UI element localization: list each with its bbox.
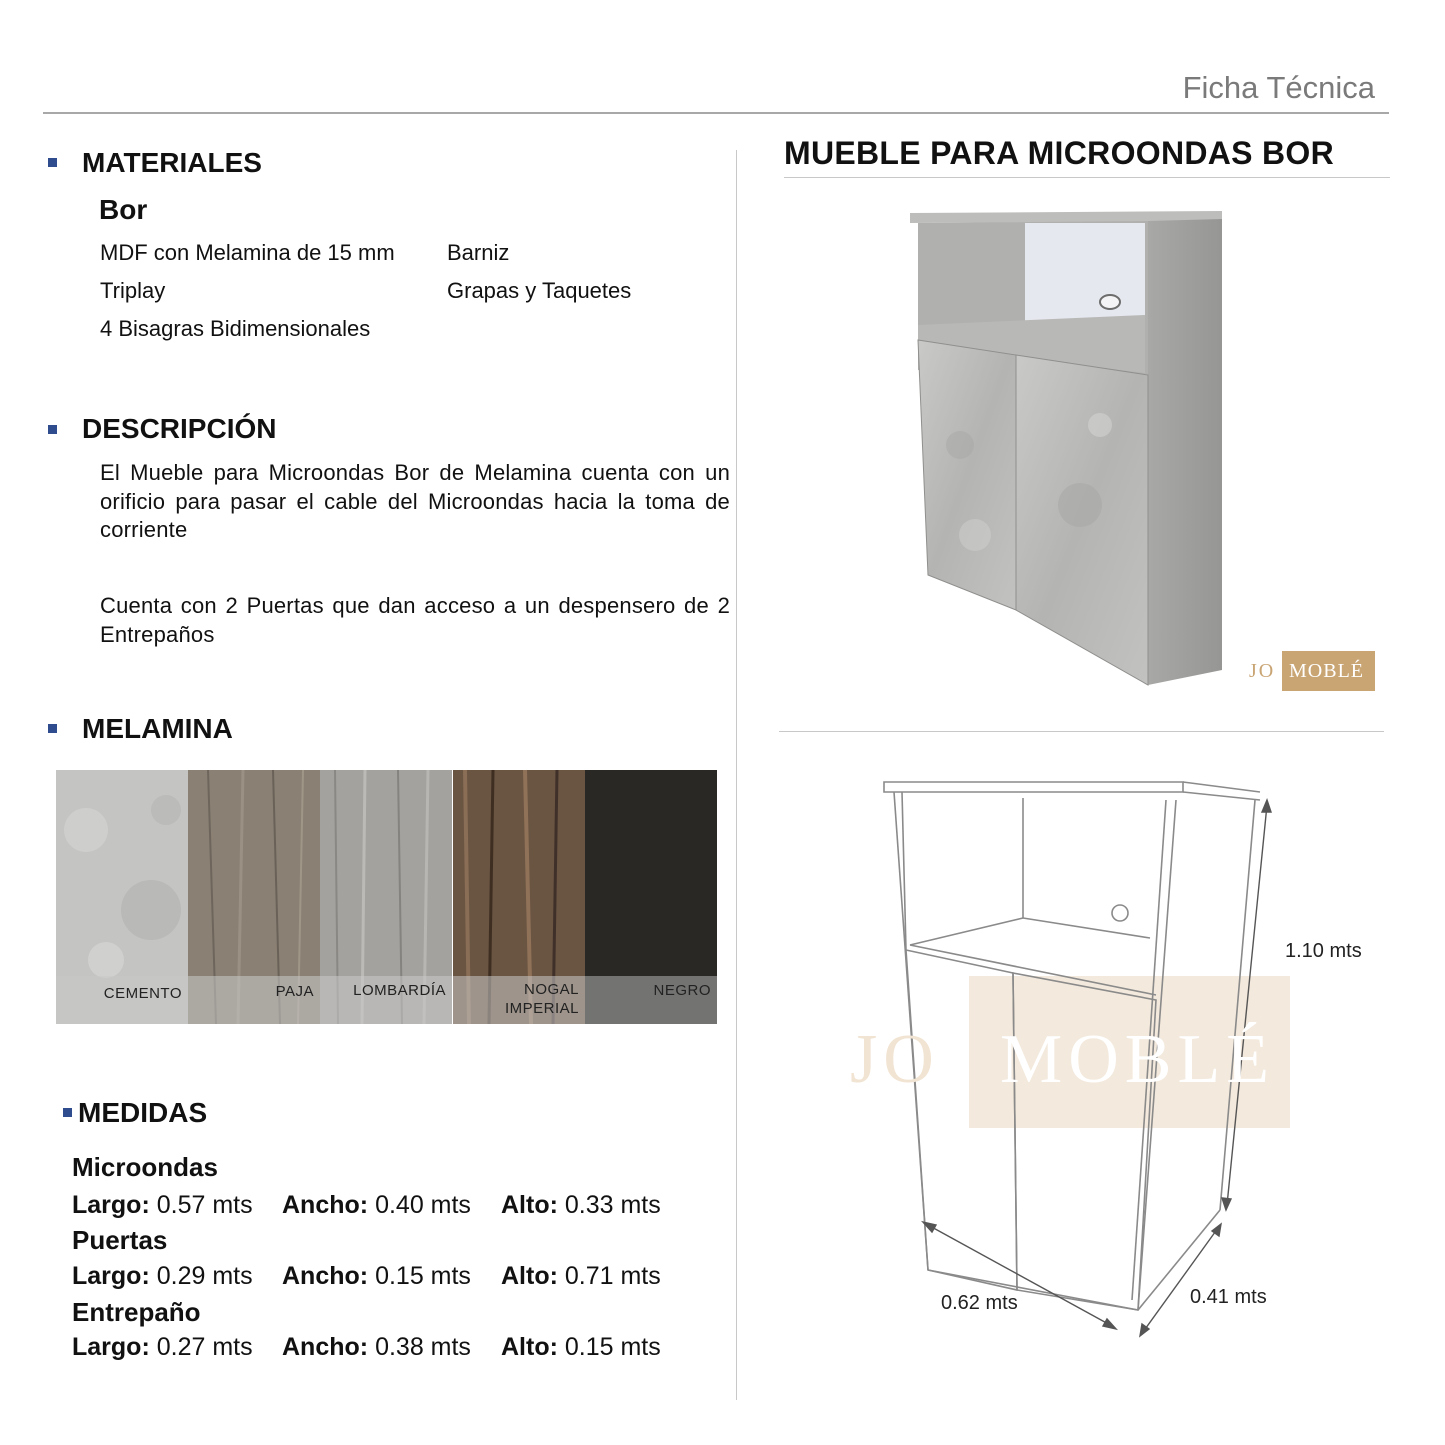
product-photo [900, 205, 1230, 690]
bullet-icon [48, 724, 57, 733]
measure-alto: Alto: 0.15 mts [501, 1333, 661, 1361]
measure-group-title: Entrepaño [72, 1297, 201, 1327]
bullet-icon [48, 425, 57, 434]
dimension-depth: 0.41 mts [1190, 1286, 1267, 1308]
section-title-melamina: MELAMINA [82, 713, 233, 744]
measure-alto: Alto: 0.71 mts [501, 1262, 661, 1290]
measure-largo: Largo: 0.27 mts [72, 1333, 253, 1361]
header-divider [43, 112, 1389, 114]
title-divider [784, 177, 1390, 178]
material-item: Triplay [100, 278, 166, 303]
bullet-icon [63, 1108, 72, 1117]
page-header-title: Ficha Técnica [1182, 70, 1375, 105]
measure-group-title: Microondas [72, 1152, 218, 1182]
swatch-label: NOGAL IMPERIAL [504, 981, 579, 1017]
column-divider [736, 150, 737, 1400]
dimension-height: 1.10 mts [1285, 940, 1362, 962]
measure-ancho: Ancho: 0.40 mts [282, 1191, 471, 1219]
swatch-negro [585, 770, 717, 1024]
material-item: MDF con Melamina de 15 mm [100, 240, 395, 265]
measure-group-title: Puertas [72, 1225, 168, 1255]
measure-largo: Largo: 0.29 mts [72, 1262, 253, 1290]
section-title-medidas: MEDIDAS [78, 1097, 208, 1128]
brand-logo-right: MOBLÉ [1289, 660, 1364, 682]
dimension-width: 0.62 mts [941, 1292, 1018, 1314]
section-title-materiales: MATERIALES [82, 147, 262, 178]
swatch-label: CEMENTO [103, 985, 182, 1002]
swatch-label: NEGRO [653, 982, 711, 999]
measure-ancho: Ancho: 0.15 mts [282, 1262, 471, 1290]
material-item: 4 Bisagras Bidimensionales [100, 316, 371, 341]
swatch-label: LOMBARDÍA [353, 982, 446, 999]
measure-ancho: Ancho: 0.38 mts [282, 1333, 471, 1361]
material-item: Barniz [447, 240, 510, 265]
watermark-left: JO [850, 1021, 940, 1098]
description-paragraph: El Mueble para Microondas Bor de Melamina cuenta con un orificio para pasar el cable del Microondas hacia la toma de corriente [100, 460, 730, 542]
swatch-paja [188, 770, 320, 1024]
swatch-cemento [56, 770, 188, 1024]
section-divider [779, 731, 1384, 732]
bullet-icon [48, 158, 57, 167]
section-title-descripcion: DESCRIPCIÓN [82, 413, 277, 444]
material-item: Grapas y Taquetes [447, 278, 632, 303]
swatch-label: PAJA [275, 983, 314, 1000]
swatch-lombardia [320, 770, 452, 1024]
model-name: Bor [99, 194, 148, 225]
measure-alto: Alto: 0.33 mts [501, 1191, 661, 1219]
measure-largo: Largo: 0.57 mts [72, 1191, 253, 1219]
watermark-right: MOBLÉ [1000, 1021, 1275, 1098]
brand-logo-left: JO [1249, 660, 1276, 682]
product-title: MUEBLE PARA MICROONDAS BOR [784, 135, 1335, 171]
swatch-nogal-imperial [453, 770, 585, 1024]
description-paragraph: Cuenta con 2 Puertas que dan acceso a un despensero de 2 Entrepaños [100, 593, 730, 647]
